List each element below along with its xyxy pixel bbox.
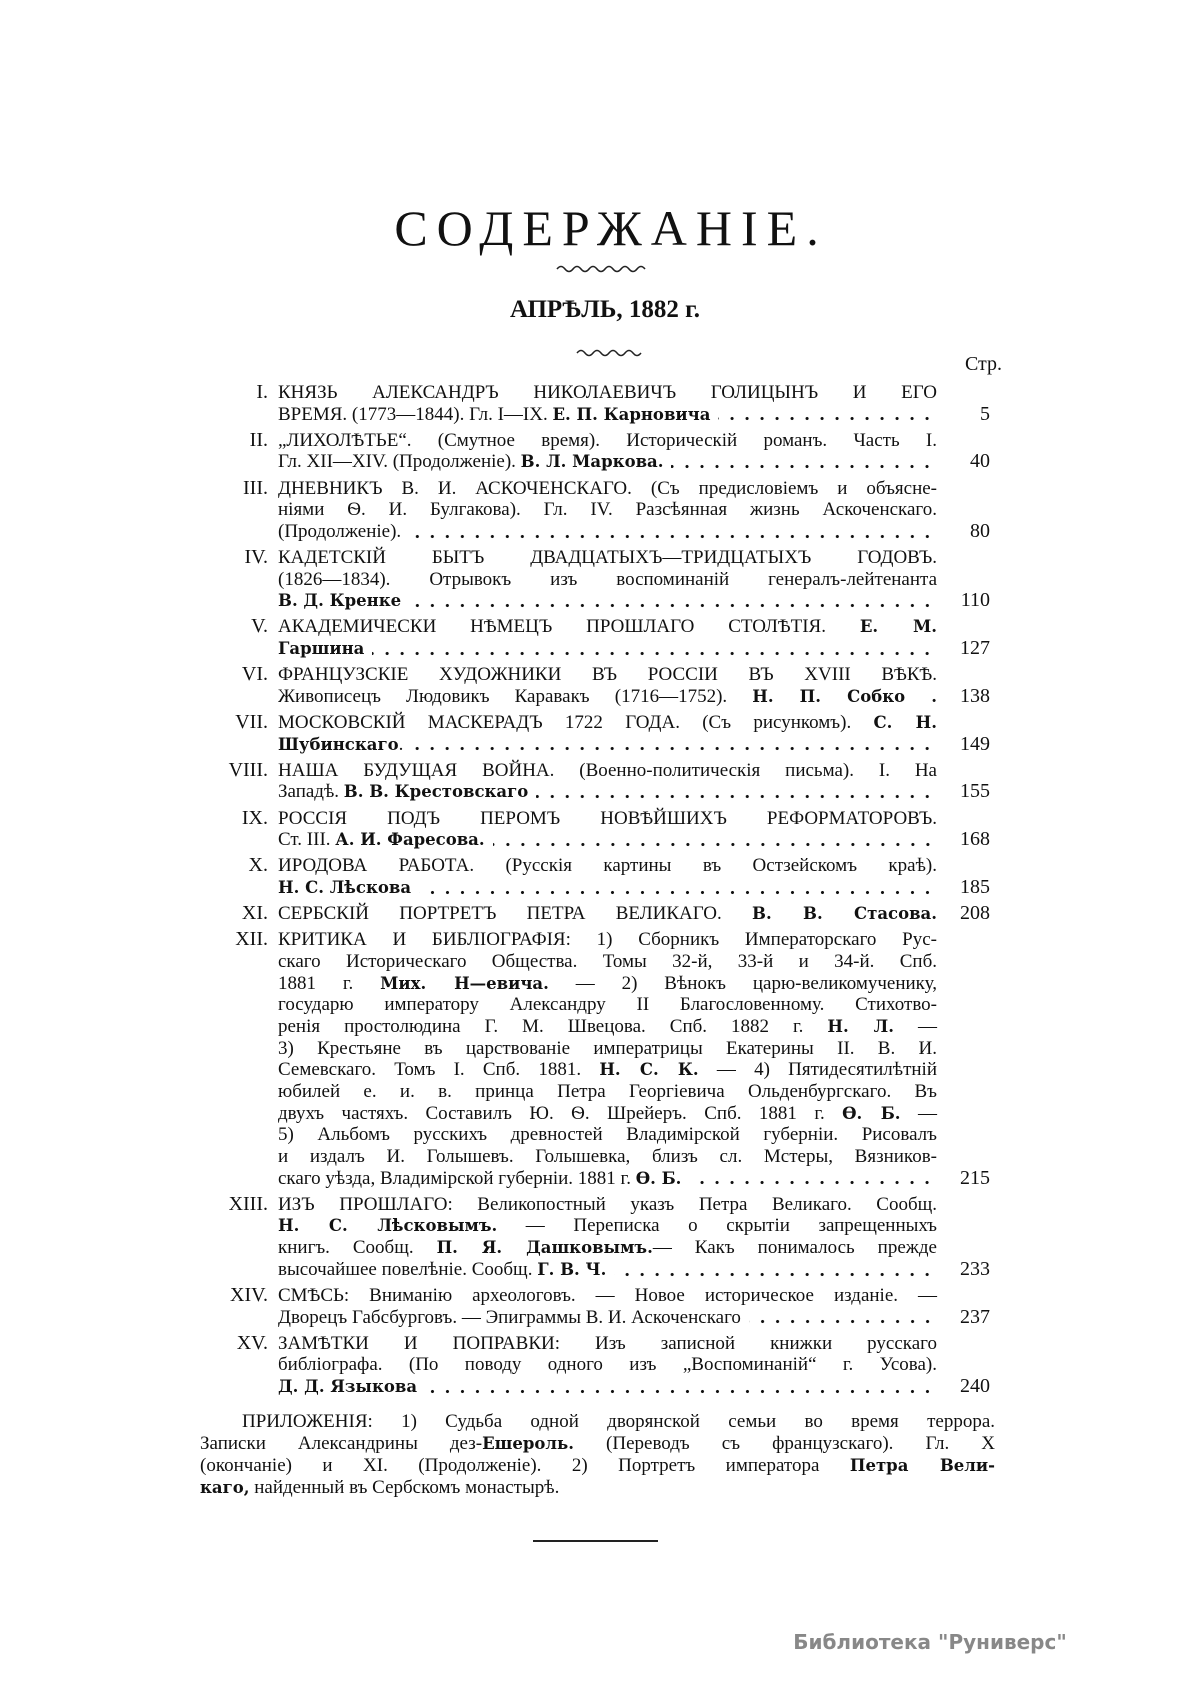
text-line [278,1333,937,1355]
dot-leader [493,829,937,851]
toc-entry [160,929,990,1189]
text-line [278,903,937,925]
line-text [278,451,663,473]
line-text [278,1124,937,1146]
line-text [278,686,937,708]
text-line [278,855,937,877]
text-line [278,1285,937,1307]
page-number: 80 [970,519,990,542]
entry-number: XII. [235,928,268,951]
author-name: Гаршина [278,639,365,659]
text-line [278,478,937,500]
text-segment: 1881 г. [278,972,381,994]
line-text [278,829,485,851]
text-segment: государю императору Александру II Благословенному. Стихотво- [278,994,937,1016]
text-segment: 5) Альбомъ русскихъ древностей Владимірской губерніи. Рисовалъ [278,1124,937,1146]
author-name: Н. П. Собко . [752,686,938,706]
line-text [278,430,937,452]
text-line [200,1477,995,1499]
text-line [278,451,937,473]
author-name: Ешероль. [482,1434,574,1453]
text-segment: НАША БУДУЩАЯ ВОЙНА. (Военно-политическія письма). I. На [278,759,937,781]
text-segment: ВРЕМЯ. (1773—1844). Гл. I—IX. [278,403,553,425]
issue-month: АПРѢЛЬ, 1882 г. [510,296,700,323]
toc-entry [160,430,990,473]
text-segment: ніями Ѳ. И. Булгакова). Гл. IV. Разсѣянная жизнь Аскоченскаго. [278,499,937,521]
text-line [278,1103,937,1125]
entry-number: VII. [235,710,268,733]
text-line [278,686,937,708]
line-text [278,1146,937,1168]
text-line [278,1059,937,1081]
library-watermark: Библиотека "Руниверс" [793,1630,1067,1654]
text-line [278,1237,937,1259]
text-segment: 3) Крестьяне въ царствованіе императрицы Екатерины II. В. И. [278,1037,937,1059]
text-segment: (окончаніе) и XI. (Продолженіе). 2) Портретъ императора [200,1455,850,1476]
text-segment: скаго Историческаго Общества. Томы 32-й, 33-й и 34-й. Спб. [278,950,937,972]
author-name: каго, [200,1478,250,1497]
text-line [278,1168,937,1190]
text-line [278,877,937,899]
page-title: СОДЕРЖАНІЕ. [394,200,828,256]
text-line [200,1433,995,1455]
text-line [278,929,937,951]
text-segment: библіографа. (По поводу одного изъ „Воспоминаній“ г. Усова). [278,1354,937,1376]
dot-leader [409,521,937,543]
text-segment: и издалъ И. Голышевъ. Голышевка, близъ сл. Мстеры, Вязников- [278,1146,937,1167]
author-name: Г. В. Ч. [537,1259,607,1279]
text-line [278,590,937,612]
author-name: Н. С. К. [599,1060,699,1080]
dot-leader [372,638,937,660]
line-text [278,994,937,1016]
text-segment: Гл. XII—XIV. (Продолженіе). [278,451,521,473]
author-name: С. Н. [873,712,937,732]
text-line [278,1215,937,1237]
author-name: Д. Д. Языкова [278,1377,418,1397]
author-name: Шубинскаго [278,734,399,754]
author-name: В. В. Стасова. [752,904,937,924]
line-text [278,1333,937,1355]
text-segment: Живописецъ Людовикъ Каравакъ (1716—1752). [278,685,753,707]
text-segment: „ЛИХОЛѢТЬЕ“. (Смутное время). Историческій романъ. Часть I. [278,429,937,451]
page-number: 240 [960,1375,990,1398]
page-number: 5 [980,402,990,425]
text-line [278,734,937,756]
line-text [278,1285,937,1307]
text-segment: РОССІЯ ПОДЪ ПЕРОМЪ НОВѢЙШИХЪ РЕФОРМАТОРОВЪ. [278,807,937,829]
author-name: Е. М. [859,617,937,637]
entry-number: VI. [241,663,268,686]
text-line [278,1146,937,1168]
text-line [200,1455,995,1477]
text-segment: найденный въ Сербскомъ монастырѣ. [249,1477,560,1498]
text-segment: Дворецъ Габсбурговъ. — Эпиграммы В. И. Аскоченскаго [278,1306,741,1328]
text-segment: ФРАНЦУЗСКІЕ ХУДОЖНИКИ ВЪ РОССІИ ВЪ XVIII ВѢКѢ. [278,664,937,686]
text-line [278,712,937,734]
toc-entry [160,478,990,543]
text-line [278,430,937,452]
toc-entry [160,1285,990,1328]
text-segment: ПРИЛОЖЕНІЯ: 1) Судьба одной дворянской семьи во время террора. [242,1411,995,1432]
text-line [278,781,937,803]
line-text [278,1059,937,1081]
line-text [278,1259,606,1281]
text-line [278,1194,937,1216]
page-number: 233 [960,1257,990,1280]
text-segment: (Продолженіе). [278,520,402,542]
text-segment: книгъ. Сообщ. [278,1237,437,1259]
text-line [278,1016,937,1038]
line-text [278,404,710,426]
author-name: Н. Л. [827,1016,895,1036]
text-segment: — [900,1102,937,1124]
table-of-contents [160,382,990,1402]
closing-rule [533,1540,658,1542]
text-line [278,499,937,521]
text-line [278,1081,937,1103]
line-text [278,499,937,521]
wavy-ornament-small [575,347,643,359]
entry-number: VIII. [228,758,268,781]
entry-number: V. [251,615,268,638]
toc-entry [160,808,990,851]
line-text [200,1477,559,1499]
text-segment: — [894,1015,937,1037]
entry-number: XI. [241,902,268,925]
line-text [278,1194,937,1216]
line-text [278,616,937,638]
entry-number: IV. [244,545,268,568]
text-segment: — Какъ понималось прежде [652,1237,937,1259]
line-text [278,1376,417,1398]
text-line [278,1376,937,1398]
toc-entry [160,616,990,659]
line-text [278,973,937,995]
text-segment: ЗАМѢТКИ И ПОПРАВКИ: Изъ записной книжки русскаго [278,1332,937,1354]
toc-entry [160,855,990,898]
text-line [278,521,937,543]
line-text [278,929,937,951]
toc-entry [160,664,990,707]
entry-number: II. [249,428,268,451]
toc-entry [160,760,990,803]
page-column-label: Стр. [964,353,1002,375]
author-name: Н. С. Лѣсковымъ. [278,1216,498,1236]
toc-entry [160,903,990,925]
line-text [278,569,937,591]
line-text [278,664,937,686]
text-line [278,404,937,426]
text-segment: СЕРБСКІЙ ПОРТРЕТЪ ПЕТРА ВЕЛИКАГО. [278,903,753,925]
text-segment: КНЯЗЬ АЛЕКСАНДРЪ НИКОЛАЕВИЧЪ ГОЛИЦЫНЪ И ЕГО [278,382,937,403]
text-segment: — 2) Вѣнокъ царю-великомученику, [548,972,937,994]
text-line [278,994,937,1016]
line-text [278,951,937,973]
text-segment: ренія простолюдина Г. М. Швецова. Спб. 1882 г. [278,1015,828,1037]
dot-leader [718,404,937,426]
text-segment: Записки Александрины дез- [200,1433,483,1454]
line-text [278,712,937,734]
entry-number: III. [243,476,268,499]
author-name: Ѳ. Б. [842,1103,901,1123]
text-line [278,808,937,830]
line-text [278,903,937,925]
text-segment: ИРОДОВА РАБОТА. (Русскія картины въ Остзейскомъ краѣ). [278,855,937,877]
text-segment: (Переводъ съ французскаго). Гл. X [574,1433,995,1454]
entry-number: XV. [236,1331,268,1354]
author-name: Мих. Н—евича. [380,973,549,993]
text-segment: двухъ частяхъ. Составилъ Ю. Ѳ. Шрейеръ. Спб. 1881 г. [278,1102,843,1124]
text-segment: Семевскаго. Томъ I. Спб. 1881. [278,1059,600,1081]
toc-entry [160,712,990,755]
line-text [278,877,411,899]
text-segment: Ст. III. [278,829,336,851]
page-number: 127 [960,637,990,660]
text-segment: КРИТИКА И БИБЛІОГРАФІЯ: 1) Сборникъ Императорскаго Рус- [278,929,937,951]
author-name: А. И. Фаресова. [335,830,485,850]
line-text [278,760,937,782]
line-text [278,1103,937,1125]
text-line [278,1124,937,1146]
text-segment: АКАДЕМИЧЕСКИ НѢМЕЦЪ ПРОШЛАГО СТОЛѢТІЯ. [278,616,860,638]
text-segment: ДНЕВНИКЪ В. И. АСКОЧЕНСКАГО. (Съ предисловіемъ и объясне- [278,477,937,499]
text-line [278,1354,937,1376]
dot-leader [614,1259,937,1281]
line-text [200,1455,995,1477]
text-segment: (1826—1834). Отрывокъ изъ воспоминаній генералъ-лейтенанта [278,568,937,590]
line-text [278,1038,937,1060]
page-number: 185 [960,875,990,898]
page-number: 149 [960,732,990,755]
page-number: 208 [960,902,990,925]
text-segment: — Переписка о скрытіи запрещенныхъ [497,1215,938,1237]
line-text [278,1081,937,1103]
dot-leader [689,1168,937,1190]
line-text [200,1433,995,1455]
line-text [242,1411,995,1433]
text-line [278,638,937,660]
toc-entry [160,547,990,612]
text-line [278,1259,937,1281]
entry-number: XIV. [230,1283,268,1306]
line-text [278,1354,937,1376]
text-line [278,382,937,404]
appendix-paragraph [200,1411,995,1499]
line-text [278,1168,681,1190]
page-number: 110 [960,589,990,612]
text-segment: ИЗЪ ПРОШЛАГО: Великопостный указъ Петра Великаго. Сообщ. [278,1193,937,1215]
text-line [278,1307,937,1329]
dot-leader [419,877,937,899]
page-number: 168 [960,828,990,851]
text-segment: скаго уѣзда, Владимірской губерніи. 1881 г. [278,1167,636,1189]
text-line [278,829,937,851]
toc-entry [160,1333,990,1398]
page-number: 40 [970,450,990,473]
dot-leader [425,1376,937,1398]
line-text [278,1307,741,1329]
page-number: 138 [960,684,990,707]
text-segment: Западѣ. [278,781,344,803]
line-text [278,478,937,500]
author-name: Н. С. Лѣскова [278,877,412,897]
text-line [278,951,937,973]
dot-leader [749,1307,937,1329]
line-text [278,590,401,612]
dot-leader [409,590,937,612]
line-text [278,1215,937,1237]
line-text [278,547,937,569]
author-name: Е. П. Карновича [552,404,711,424]
line-text [278,1016,937,1038]
text-line [278,1038,937,1060]
line-text [278,1237,937,1259]
entry-number: XIII. [228,1192,268,1215]
text-line [278,664,937,686]
page-number: 237 [960,1305,990,1328]
dot-leader [671,451,937,473]
text-segment: . [398,733,404,755]
toc-entry [160,1194,990,1281]
page-number: 155 [960,780,990,803]
author-name: П. Я. Дашковымъ. [436,1238,653,1258]
text-segment: высочайшее повелѣніе. Сообщ. [278,1258,538,1280]
text-line [242,1411,995,1433]
entry-number: IX. [241,806,268,829]
text-line [278,547,937,569]
text-segment: — 4) Пятидесятилѣтній [698,1059,937,1081]
author-name: Петра Вели- [849,1456,995,1475]
line-text [278,382,937,404]
line-text [278,734,403,756]
text-line [278,760,937,782]
text-segment: КАДЕТСКІЙ БЫТЪ ДВАДЦАТЫХЪ—ТРИДЦАТЫХЪ ГОДОВЪ. [278,546,937,568]
text-line [278,616,937,638]
text-line [278,973,937,995]
line-text [278,808,937,830]
author-name: Ѳ. Б. [635,1168,682,1188]
text-segment: МОСКОВСКІЙ МАСКЕРАДЪ 1722 ГОДА. (Съ рисункомъ). [278,711,874,733]
line-text [278,781,528,803]
toc-entry [160,382,990,425]
line-text [278,638,364,660]
text-segment: СМѢСЬ: Вниманію археологовъ. — Новое историческое изданіе. — [278,1284,937,1306]
wavy-ornament [555,262,651,274]
text-segment: юбилей е. и. в. принца Петра Георгіевича Ольденбургскаго. Въ [278,1080,937,1102]
dot-leader [411,734,937,756]
entry-number: X. [248,854,268,877]
text-line [278,569,937,591]
page-number: 215 [960,1166,990,1189]
author-name: В. Л. Маркова. [520,452,664,472]
entry-number: I. [256,381,268,403]
line-text [278,521,401,543]
dot-leader [536,781,937,803]
line-text [278,855,937,877]
author-name: В. Д. Кренке [278,591,402,611]
author-name: В. В. Крестовскаго [343,782,529,802]
